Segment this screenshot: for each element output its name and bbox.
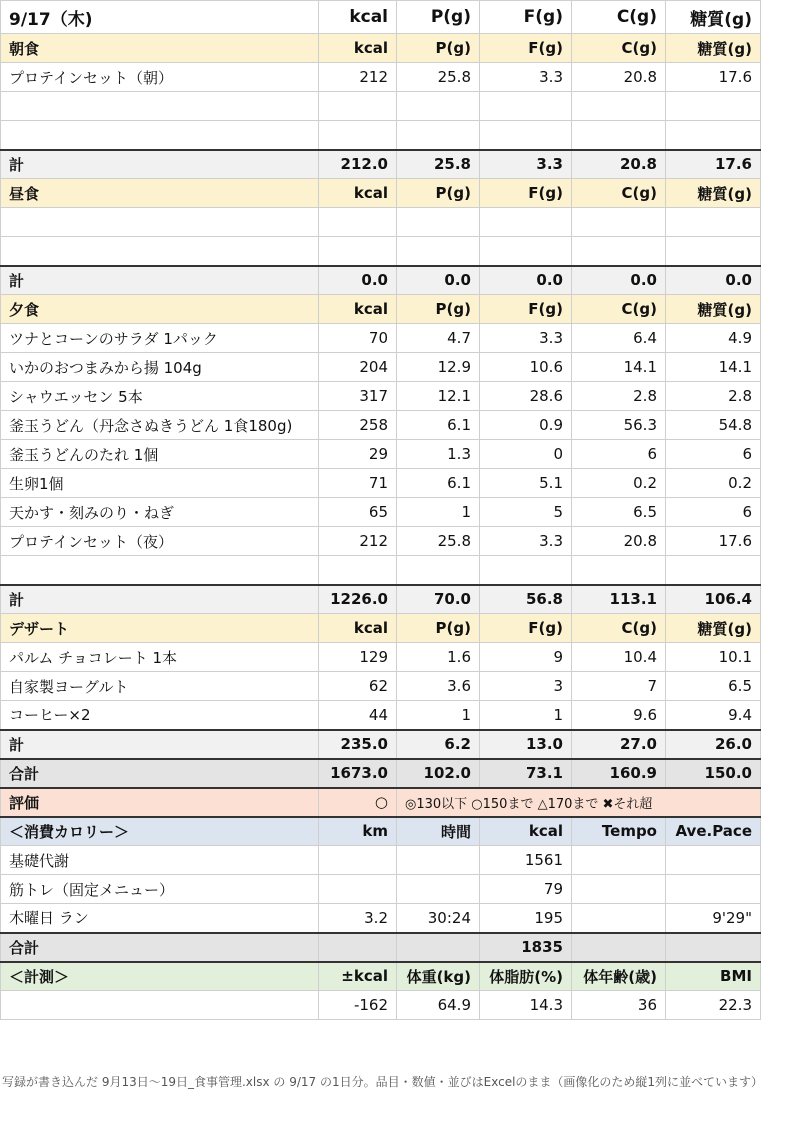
food-item-row [1, 92, 761, 121]
food-item-value[interactable]: 12.1 [397, 382, 480, 411]
subtotal-value: 70.0 [397, 585, 480, 614]
evaluation-label: 評価 [1, 788, 319, 817]
food-item-value[interactable]: 317 [319, 382, 397, 411]
food-item-value[interactable] [319, 556, 397, 585]
burn-column-header: km [319, 817, 397, 846]
measure-value[interactable]: 64.9 [397, 991, 480, 1020]
burn-column-header: 時間 [397, 817, 480, 846]
food-item-value[interactable]: 1 [397, 498, 480, 527]
measure-column-header: 体脂肪(%) [480, 962, 572, 991]
nutrient-column-header: kcal [319, 1, 397, 34]
food-item-value[interactable]: 0 [480, 440, 572, 469]
evaluation-row [1, 788, 761, 817]
food-item-value[interactable]: 6 [666, 498, 761, 527]
subtotal-value: 0.0 [666, 266, 761, 295]
nutrient-column-header: P(g) [397, 34, 480, 63]
subtotal-value: 113.1 [572, 585, 666, 614]
food-item-value[interactable] [572, 208, 666, 237]
food-item-name[interactable] [1, 121, 319, 150]
subtotal-value: 106.4 [666, 585, 761, 614]
activity-name[interactable]: 木曜日 ラン [1, 904, 319, 933]
food-item-value[interactable]: 17.6 [666, 527, 761, 556]
food-item-value[interactable]: 1 [397, 701, 480, 730]
nutrient-column-header: P(g) [397, 614, 480, 643]
subtotal-row-lunch [1, 266, 761, 295]
food-item-name[interactable] [1, 208, 319, 237]
nutrient-column-header: C(g) [572, 179, 666, 208]
burn-total-value: 1835 [480, 933, 572, 962]
nutrient-column-header: P(g) [397, 1, 480, 34]
meal-name: 朝食 [1, 34, 319, 63]
food-item-value[interactable]: 10.4 [572, 643, 666, 672]
evaluation-mark: ○ [319, 788, 397, 817]
nutrient-column-header: kcal [319, 295, 397, 324]
food-item-value[interactable]: 6 [572, 440, 666, 469]
nutrient-column-header: 糖質(g) [666, 1, 761, 34]
food-item-value[interactable]: 9 [480, 643, 572, 672]
food-item-value[interactable]: 70 [319, 324, 397, 353]
nutrient-column-header: F(g) [480, 614, 572, 643]
food-item-value[interactable]: 204 [319, 353, 397, 382]
activity-value[interactable]: 9'29" [666, 904, 761, 933]
food-item-value[interactable] [666, 208, 761, 237]
food-item-name[interactable]: 生卵1個 [1, 469, 319, 498]
activity-name[interactable]: 基礎代謝 [1, 846, 319, 875]
food-item-value[interactable] [572, 121, 666, 150]
food-item-row [1, 643, 761, 672]
subtotal-value: 212.0 [319, 150, 397, 179]
activity-value[interactable] [319, 846, 397, 875]
food-item-value[interactable]: 25.8 [397, 63, 480, 92]
subtotal-value: 56.8 [480, 585, 572, 614]
food-item-value[interactable] [666, 92, 761, 121]
food-item-name[interactable]: パルム チョコレート 1本 [1, 643, 319, 672]
subtotal-value: 0.0 [572, 266, 666, 295]
food-item-value[interactable]: 4.7 [397, 324, 480, 353]
nutrient-column-header: kcal [319, 179, 397, 208]
food-item-value[interactable]: 12.9 [397, 353, 480, 382]
measure-value[interactable]: 14.3 [480, 991, 572, 1020]
burn-section-title: ＜消費カロリー＞ [1, 817, 319, 846]
food-item-row [1, 498, 761, 527]
activity-value[interactable] [397, 846, 480, 875]
food-item-value[interactable] [480, 208, 572, 237]
nutrient-column-header: 糖質(g) [666, 614, 761, 643]
food-item-value[interactable]: 62 [319, 672, 397, 701]
activity-value[interactable] [572, 875, 666, 904]
subtotal-value: 20.8 [572, 150, 666, 179]
subtotal-value: 26.0 [666, 730, 761, 759]
nutrient-column-header: 糖質(g) [666, 295, 761, 324]
date-title: 9/17（木) [1, 1, 319, 34]
grand-total-value: 102.0 [397, 759, 480, 788]
food-item-value[interactable] [319, 121, 397, 150]
nutrient-column-header: C(g) [572, 34, 666, 63]
activity-value[interactable]: 79 [480, 875, 572, 904]
nutrient-column-header: C(g) [572, 295, 666, 324]
food-item-row [1, 469, 761, 498]
burn-total-value [319, 933, 397, 962]
food-item-row [1, 382, 761, 411]
food-item-value[interactable]: 0.2 [572, 469, 666, 498]
food-item-value[interactable]: 0.9 [480, 411, 572, 440]
food-item-value[interactable]: 1.6 [397, 643, 480, 672]
evaluation-legend: ◎130以下 ○150まで △170まで ✖それ超 [397, 788, 761, 817]
burn-activity-row [1, 904, 761, 933]
meal-header-lunch [1, 179, 761, 208]
measure-column-header: 体年齢(歳) [572, 962, 666, 991]
food-item-row [1, 208, 761, 237]
food-item-value[interactable]: 10.6 [480, 353, 572, 382]
nutrient-column-header: C(g) [572, 614, 666, 643]
food-item-value[interactable]: 1.3 [397, 440, 480, 469]
food-item-value[interactable]: 20.8 [572, 527, 666, 556]
activity-value[interactable]: 30:24 [397, 904, 480, 933]
date-header-row [1, 1, 761, 34]
burn-total-value [572, 933, 666, 962]
nutrient-column-header: P(g) [397, 179, 480, 208]
nutrient-column-header: kcal [319, 34, 397, 63]
food-item-value[interactable] [480, 121, 572, 150]
food-item-value[interactable] [480, 556, 572, 585]
activity-value[interactable]: 195 [480, 904, 572, 933]
nutrient-column-header: F(g) [480, 34, 572, 63]
subtotal-value: 3.3 [480, 150, 572, 179]
meal-name: デザート [1, 614, 319, 643]
measure-value[interactable]: -162 [319, 991, 397, 1020]
measure-section-title: ＜計測＞ [1, 962, 319, 991]
food-item-value[interactable]: 4.9 [666, 324, 761, 353]
food-item-value[interactable]: 6.4 [572, 324, 666, 353]
food-item-value[interactable]: 28.6 [480, 382, 572, 411]
subtotal-label: 計 [1, 266, 319, 295]
grand-total-value: 73.1 [480, 759, 572, 788]
grand-total-value: 150.0 [666, 759, 761, 788]
food-item-name[interactable] [1, 92, 319, 121]
meal-header-dessert [1, 614, 761, 643]
food-item-name[interactable]: いかのおつまみから揚 104g [1, 353, 319, 382]
food-item-value[interactable]: 3.3 [480, 527, 572, 556]
subtotal-label: 計 [1, 585, 319, 614]
food-item-value[interactable]: 14.1 [572, 353, 666, 382]
measure-column-header: 体重(kg) [397, 962, 480, 991]
grand-total-row [1, 759, 761, 788]
burn-total-row [1, 933, 761, 962]
measurement-row [1, 991, 761, 1020]
calorie-burn-header [1, 817, 761, 846]
food-item-value[interactable]: 0.2 [666, 469, 761, 498]
food-item-name[interactable]: シャウエッセン 5本 [1, 382, 319, 411]
food-item-row [1, 121, 761, 150]
food-item-value[interactable]: 3 [480, 672, 572, 701]
subtotal-row-dinner [1, 585, 761, 614]
food-item-value[interactable]: 3.3 [480, 324, 572, 353]
food-item-value[interactable]: 54.8 [666, 411, 761, 440]
food-item-value[interactable]: 7 [572, 672, 666, 701]
food-item-value[interactable]: 10.1 [666, 643, 761, 672]
activity-value[interactable] [666, 846, 761, 875]
grand-total-value: 1673.0 [319, 759, 397, 788]
subtotal-value: 6.2 [397, 730, 480, 759]
nutrient-column-header: F(g) [480, 1, 572, 34]
food-item-row [1, 556, 761, 585]
burn-total-value [397, 933, 480, 962]
nutrient-column-header: P(g) [397, 295, 480, 324]
food-item-value[interactable] [319, 92, 397, 121]
nutrient-column-header: C(g) [572, 1, 666, 34]
food-item-value[interactable]: 5.1 [480, 469, 572, 498]
footnote: 写録が書き込んだ 9月13日〜19日_食事管理.xlsx の 9/17 の1日分。品目・数値・並びはExcelのまま（画像化のため縦1列に並べています） [2, 1075, 764, 1089]
food-item-row [1, 324, 761, 353]
activity-value[interactable] [319, 875, 397, 904]
nutrient-column-header: 糖質(g) [666, 34, 761, 63]
subtotal-value: 0.0 [397, 266, 480, 295]
food-item-value[interactable] [397, 92, 480, 121]
food-item-value[interactable]: 212 [319, 527, 397, 556]
subtotal-value: 1226.0 [319, 585, 397, 614]
burn-activity-row [1, 875, 761, 904]
subtotal-row-breakfast [1, 150, 761, 179]
food-item-row [1, 63, 761, 92]
measurement-header [1, 962, 761, 991]
food-item-value[interactable]: 6.1 [397, 411, 480, 440]
food-item-name[interactable]: 自家製ヨーグルト [1, 672, 319, 701]
food-item-row [1, 701, 761, 730]
food-item-row [1, 411, 761, 440]
nutrient-column-header: 糖質(g) [666, 179, 761, 208]
burn-column-header: kcal [480, 817, 572, 846]
activity-value[interactable] [666, 875, 761, 904]
food-item-row [1, 527, 761, 556]
food-item-value[interactable]: 2.8 [572, 382, 666, 411]
food-item-value[interactable] [397, 556, 480, 585]
meal-name: 昼食 [1, 179, 319, 208]
grand-total-value: 160.9 [572, 759, 666, 788]
burn-column-header: Ave.Pace [666, 817, 761, 846]
food-item-value[interactable]: 14.1 [666, 353, 761, 382]
food-item-row [1, 237, 761, 266]
activity-value[interactable] [572, 904, 666, 933]
food-item-value[interactable]: 25.8 [397, 527, 480, 556]
food-item-value[interactable] [666, 556, 761, 585]
burn-column-header: Tempo [572, 817, 666, 846]
subtotal-value: 13.0 [480, 730, 572, 759]
food-item-value[interactable]: 20.8 [572, 63, 666, 92]
measure-value[interactable]: 36 [572, 991, 666, 1020]
food-item-value[interactable]: 65 [319, 498, 397, 527]
food-item-value[interactable]: 29 [319, 440, 397, 469]
food-item-value[interactable]: 9.4 [666, 701, 761, 730]
measure-column-header: ±kcal [319, 962, 397, 991]
food-item-name[interactable] [1, 556, 319, 585]
food-item-value[interactable] [572, 556, 666, 585]
activity-value[interactable] [397, 875, 480, 904]
subtotal-value: 0.0 [480, 266, 572, 295]
subtotal-value: 17.6 [666, 150, 761, 179]
food-item-value[interactable]: 71 [319, 469, 397, 498]
burn-total-label: 合計 [1, 933, 319, 962]
measure-row-label[interactable] [1, 991, 319, 1020]
meal-header-breakfast [1, 34, 761, 63]
food-item-value[interactable]: 56.3 [572, 411, 666, 440]
burn-total-value [666, 933, 761, 962]
grand-total-label: 合計 [1, 759, 319, 788]
food-item-name[interactable]: 釜玉うどんのたれ 1個 [1, 440, 319, 469]
food-item-row [1, 672, 761, 701]
food-item-value[interactable]: 3.6 [397, 672, 480, 701]
subtotal-value: 27.0 [572, 730, 666, 759]
food-item-value[interactable] [480, 92, 572, 121]
food-item-row [1, 440, 761, 469]
nutrient-column-header: F(g) [480, 295, 572, 324]
food-item-value[interactable] [666, 121, 761, 150]
activity-value[interactable] [572, 846, 666, 875]
food-item-value[interactable] [319, 208, 397, 237]
food-item-value[interactable]: 1 [480, 701, 572, 730]
subtotal-value: 235.0 [319, 730, 397, 759]
food-item-name[interactable]: 釜玉うどん（丹念さぬきうどん 1食180g) [1, 411, 319, 440]
meal-name: 夕食 [1, 295, 319, 324]
food-item-name[interactable] [1, 237, 319, 266]
subtotal-label: 計 [1, 150, 319, 179]
food-item-value[interactable] [572, 92, 666, 121]
food-item-name[interactable]: ツナとコーンのサラダ 1パック [1, 324, 319, 353]
food-item-value[interactable]: 44 [319, 701, 397, 730]
measure-value[interactable]: 22.3 [666, 991, 761, 1020]
food-item-name[interactable]: 天かす・刻みのり・ねぎ [1, 498, 319, 527]
food-item-value[interactable] [572, 237, 666, 266]
food-item-value[interactable]: 6 [666, 440, 761, 469]
food-item-value[interactable] [480, 237, 572, 266]
activity-value[interactable]: 1561 [480, 846, 572, 875]
food-item-value[interactable]: 17.6 [666, 63, 761, 92]
subtotal-label: 計 [1, 730, 319, 759]
subtotal-value: 0.0 [319, 266, 397, 295]
activity-name[interactable]: 筋トレ（固定メニュー） [1, 875, 319, 904]
food-item-value[interactable]: 3.3 [480, 63, 572, 92]
food-item-value[interactable] [397, 208, 480, 237]
food-item-value[interactable]: 2.8 [666, 382, 761, 411]
food-item-value[interactable]: 6.5 [666, 672, 761, 701]
food-item-row [1, 353, 761, 382]
nutrient-column-header: F(g) [480, 179, 572, 208]
food-item-value[interactable]: 129 [319, 643, 397, 672]
food-item-value[interactable]: 6.5 [572, 498, 666, 527]
food-item-value[interactable] [397, 121, 480, 150]
food-item-value[interactable]: 9.6 [572, 701, 666, 730]
meal-header-dinner [1, 295, 761, 324]
food-item-value[interactable]: 212 [319, 63, 397, 92]
food-item-value[interactable] [397, 237, 480, 266]
food-item-value[interactable]: 258 [319, 411, 397, 440]
food-item-value[interactable]: 5 [480, 498, 572, 527]
food-item-value[interactable] [319, 237, 397, 266]
nutrient-column-header: kcal [319, 614, 397, 643]
subtotal-row-dessert [1, 730, 761, 759]
burn-activity-row [1, 846, 761, 875]
food-item-value[interactable]: 6.1 [397, 469, 480, 498]
subtotal-value: 25.8 [397, 150, 480, 179]
food-item-name[interactable]: プロテインセット（朝） [1, 63, 319, 92]
food-item-name[interactable]: プロテインセット（夜） [1, 527, 319, 556]
measure-column-header: BMI [666, 962, 761, 991]
food-item-value[interactable] [666, 237, 761, 266]
food-item-name[interactable]: コーヒー×2 [1, 701, 319, 730]
activity-value[interactable]: 3.2 [319, 904, 397, 933]
